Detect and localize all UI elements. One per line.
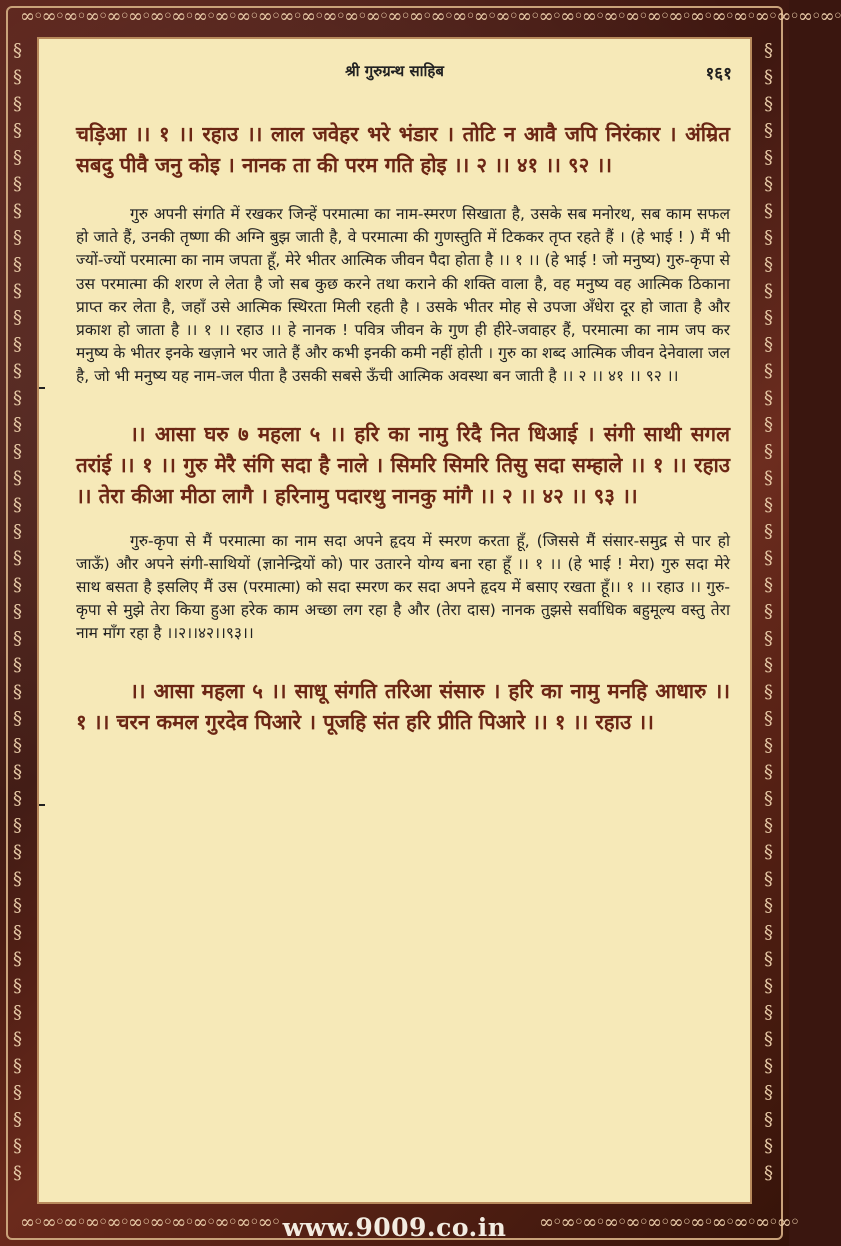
gurbani-verse: ।। आसा घरु ७ महला ५ ।। हरि का नामु रिदै नित धिआई । संगी साथी सगल तरांई ।। १ ।। गुरु मेरै संगि सदा है नाले । सिमरि सिमरि तिसु सदा सम्हाले ।। १ ।। रहाउ ।। तेरा कीआ मीठा लागै । हरिनामु पदारथु नानकु मांगै ।। २ ।। ४२ ।। ९३ ।।	[76, 421, 730, 508]
top-ornament-icon: ∞◦∞◦∞◦∞◦∞◦∞◦∞◦∞◦∞◦∞◦∞◦∞◦∞◦∞◦∞◦∞◦∞◦∞◦∞◦∞◦∞◦∞◦∞◦∞◦∞◦∞◦∞◦∞◦∞◦∞◦∞◦∞◦∞◦∞◦∞◦∞◦∞◦∞◦	[20, 6, 841, 27]
margin-tick	[39, 387, 45, 389]
website-url: www.9009.co.in	[282, 1213, 507, 1242]
page-content	[76, 101, 730, 738]
page-number: १६१	[705, 64, 732, 84]
right-ornament-icon: § § § § § § § § § § § § § § § § § § § § § § § § § § § § § § § § § § § § § § § § § § §	[758, 40, 779, 1184]
hindi-translation: गुरु-कृपा से मैं परमात्मा का नाम सदा अपने हृदय में स्मरण करता हूँ, (जिससे मैं संसार-समुद्र से पार हो जाऊँ) और अपने संगी-साथियों (ज्ञानेन्द्रियों को) पार उतारने योग्य बना रहा हूँ ।। १ ।। (हे भाई ! मेरा) गुरु सदा मेरे साथ बसता है इसलिए मैं उस (परमात्मा) को सदा स्मरण कर सदा अपने हृदय में बसाए रखता हूँ।। १ ।। रहाउ ।। गुरु-कृपा से मुझे तेरा किया हुआ हरेक काम अच्छा लग रहा है और (तेरा दास) नानक तुझसे सर्वाधिक बहुमूल्य वस्तु तेरा नाम माँग रहा है ।।२।।४२।।९३।।	[76, 531, 730, 643]
bottom-right-ornament-icon: ∞◦∞◦∞◦∞◦∞◦∞◦∞◦∞◦∞◦∞◦∞◦∞◦	[539, 1212, 799, 1233]
margin-tick	[39, 804, 45, 806]
gurbani-verse: ।। आसा महला ५ ।। साधू संगति तरिआ संसारु । हरि का नामु मनहि आधारु ।। १ ।। चरन कमल गुरदेव पिआरे । पूजहि संत हरि प्रीति पिआरे ।। १ ।। रहाउ ।।	[76, 678, 730, 734]
gurbani-verse: चड़िआ ।। १ ।। रहाउ ।। लाल जवेहर भरे भंडार । तोटि न आवै जपि निरंकार । अंम्रित सबदु पीवै जनु कोइ । नानक ता की परम गति होइ ।। २ ।। ४१ ।। ९२ ।।	[76, 122, 730, 177]
page-title: श्री गुरुग्रन्थ साहिब	[345, 62, 444, 80]
bottom-left-ornament-icon: ∞◦∞◦∞◦∞◦∞◦∞◦∞◦∞◦∞◦∞◦∞◦∞◦	[20, 1212, 280, 1233]
scripture-page	[37, 37, 752, 1204]
hindi-translation: गुरु अपनी संगति में रखकर जिन्हें परमात्मा का नाम-स्मरण सिखाता है, उसके सब मनोरथ, सब काम सफल हो जाते हैं, उनकी तृष्णा की अग्नि बुझ जाती है, वे परमात्मा की गुणस्तुति में टिककर तृप्त रहते हैं । (हे भाई ! ) मैं भी ज्यों-ज्यों परमात्मा का नाम जपता हूँ, मेरे भीतर आत्मिक जीवन पैदा होता है ।। १ ।। (हे भाई ! जो मनुष्य) गुरु-कृपा से उस परमात्मा की शरण ले लेता है जो सब कुछ करने तथा कराने की शक्ति वाला है, वह मनुष्य वह आत्मिक ठिकाना प्राप्त कर लेता है, जहाँ उसे आत्मिक स्थिरता मिली रहती है । उसके भीतर मोह से उपजा अँधेरा दूर हो जाता है और प्रकाश हो जाता है ।। १ ।। रहाउ ।। हे नानक ! पवित्र जीवन के गुण ही हीरे-जवाहर हैं, परमात्मा का नाम जप कर मनुष्य के भीतर इनके खज़ाने भर जाते हैं और कभी इनकी कमी नहीं होती । गुरु का शब्द आत्मिक जीवन देनेवाला जल है, जो भी मनुष्य यह नाम-जल पीता है उसकी सबसे ऊँची आत्मिक अवस्था बन जाती है ।। २ ।। ४१ ।। ९२ ।।	[76, 205, 730, 386]
left-ornament-icon: § § § § § § § § § § § § § § § § § § § § § § § § § § § § § § § § § § § § § § § § § § §	[7, 40, 28, 1184]
page-header	[39, 61, 750, 87]
